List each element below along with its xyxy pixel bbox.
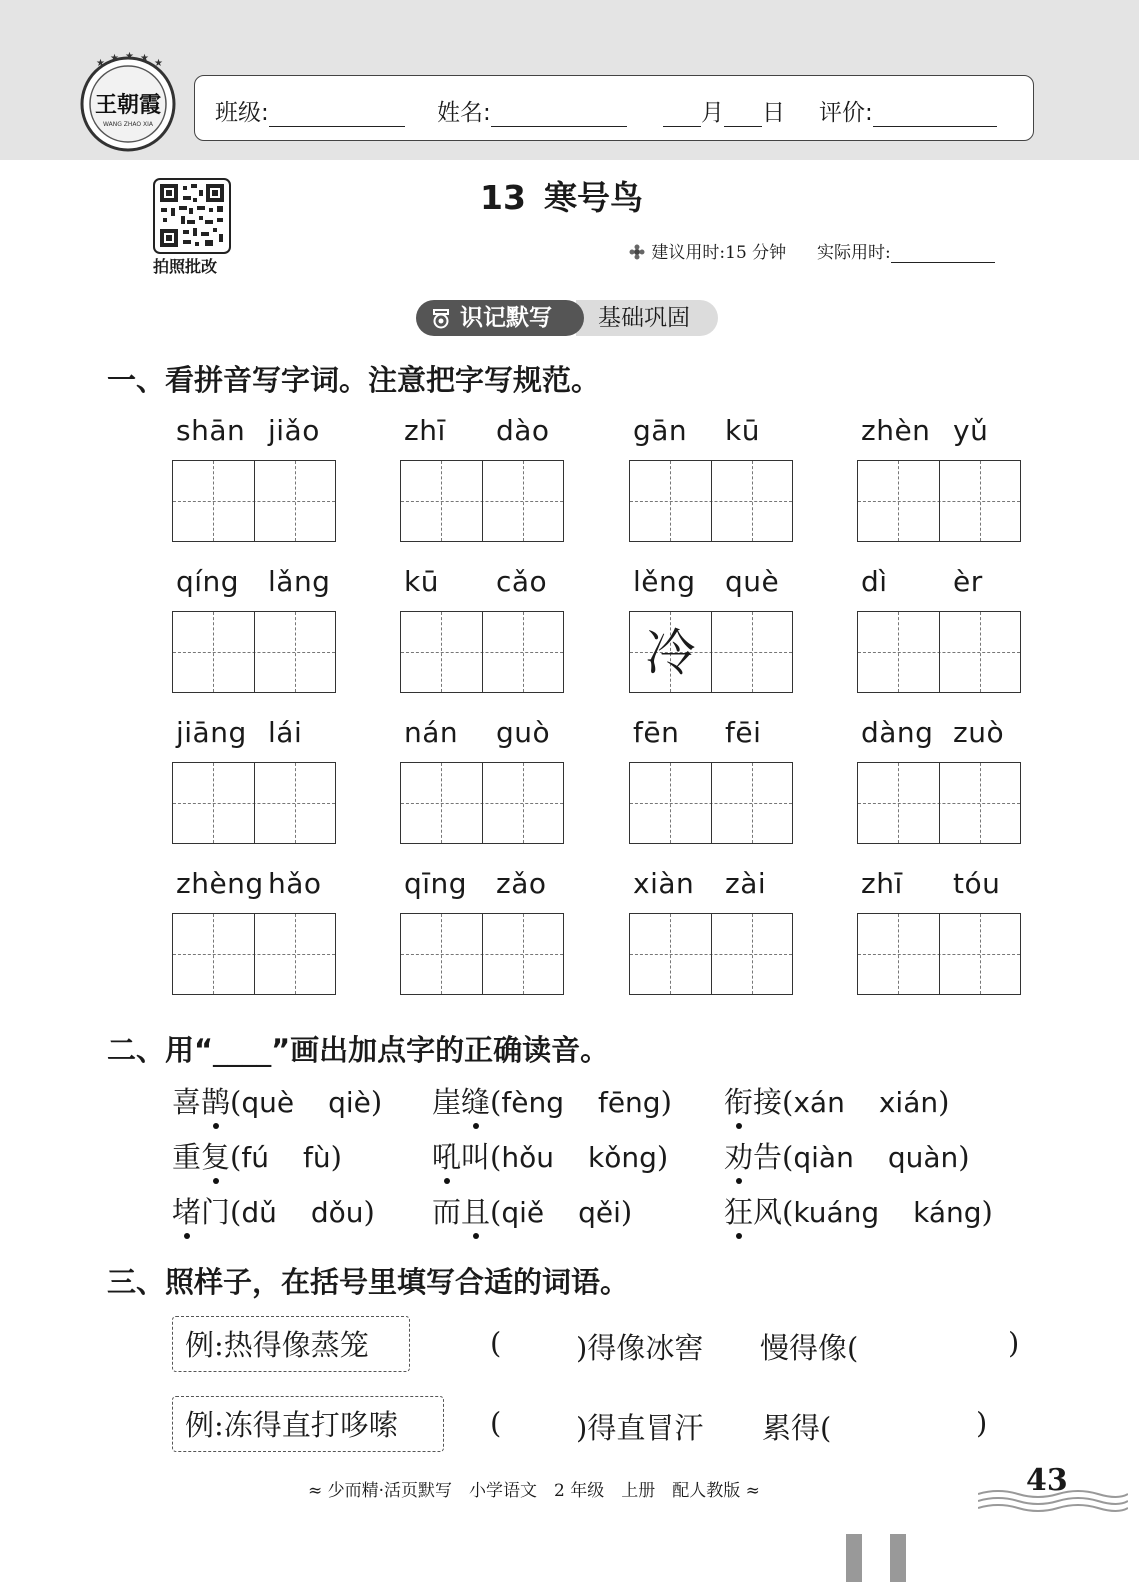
timing-line [628,238,995,263]
phrase-text: )得像冰窖 [576,1331,704,1365]
word-character: 喜 [172,1085,202,1119]
name-field[interactable] [437,94,627,127]
pinyin-syllable: lái [268,716,303,749]
pinyin-syllable: guò [496,716,551,749]
open-paren: ( [490,1326,502,1360]
medal-icon [430,309,452,329]
open-paren: ( [490,1406,502,1440]
class-label: 班级: [215,100,269,126]
section2-heading [107,1028,609,1069]
pinyin-syllable: xiàn [633,867,695,900]
word-character: 接 [753,1085,783,1119]
writing-grid[interactable] [629,913,793,995]
svg-text:★: ★ [125,52,134,62]
pinyin-syllable: gān [633,414,688,447]
pinyin-syllable: dàng [861,716,934,749]
pinyin-option[interactable]: dǒu [310,1196,364,1229]
writing-grid[interactable] [857,762,1021,844]
pinyin-option[interactable]: fēng [597,1086,661,1119]
footer-text: ≈ 少而精·活页默写 小学语文 2 年级 上册 配人教版 ≈ [308,1481,760,1501]
word-character: 风 [753,1195,783,1229]
pinyin-syllable: yǔ [953,414,989,447]
pinyin-syllable: tóu [953,867,1001,900]
example-box: 例:冻得直打哆嗦 [172,1396,444,1452]
pinyin-option[interactable]: qiě [501,1196,545,1229]
pinyin-syllable: kū [725,414,760,447]
pinyin-syllable: jiǎo [268,414,320,447]
pinyin-syllable: dì [861,565,888,598]
pinyin-option[interactable]: xán [793,1086,845,1119]
pinyin-syllable: zài [725,867,767,900]
word-character: 鹊 [201,1085,231,1119]
writing-grid[interactable] [629,460,793,542]
section2-heading-a: 二、用“ [107,1033,214,1067]
name-label: 姓名: [437,100,491,126]
phrase-text: )得直冒汗 [576,1411,704,1445]
date-field[interactable] [663,94,785,127]
writing-grid[interactable] [629,762,793,844]
page-edge-tabs [846,1534,910,1582]
reading-choice-item: 崖缝(fèng fēng) [432,1085,672,1119]
word-character: 而 [432,1195,462,1229]
pinyin-syllable: èr [953,565,983,598]
word-character: 重 [172,1140,202,1174]
pinyin-syllable: lǎng [268,565,331,598]
flower-icon [628,244,646,260]
section1-heading: 一、看拼音写字词。注意把字写规范。 [107,363,601,397]
word-character: 缝 [461,1085,491,1119]
pinyin-option[interactable]: kǒng [587,1141,657,1174]
pinyin-syllable: zhèng [176,867,264,900]
pinyin-option[interactable]: káng [913,1196,982,1229]
word-character: 衔 [724,1085,754,1119]
evaluation-field[interactable] [819,94,997,127]
month-label: 月 [701,100,724,126]
lesson-number: 13 [480,178,526,217]
writing-grid[interactable] [400,762,564,844]
eval-label: 评价: [819,100,873,126]
pinyin-option[interactable]: qiàn [793,1141,854,1174]
phrase-text: 累得( [762,1411,832,1445]
writing-grid[interactable] [400,611,564,693]
reading-choice-item: 劝告(qiàn quàn) [724,1140,970,1174]
section3-heading: 三、照样子，在括号里填写合适的词语。 [107,1265,630,1299]
pinyin-option[interactable]: xián [878,1086,939,1119]
pinyin-syllable: shān [176,414,246,447]
lesson-name: 寒号鸟 [543,178,643,217]
pinyin-syllable: fēn [633,716,680,749]
reading-choice-item: 吼叫(hǒu kǒng) [432,1140,669,1174]
pinyin-syllable: què [725,565,780,598]
word-character: 门 [201,1195,231,1229]
reading-choice-item: 堵门(dǔ dǒu) [172,1195,375,1229]
writing-grid[interactable] [172,762,336,844]
pinyin-syllable: lěng [633,565,696,598]
close-paren: ) [1008,1326,1020,1360]
pinyin-syllable: jiāng [176,716,247,749]
badge-secondary: 基础巩固 [576,300,718,336]
pinyin-syllable: dào [496,414,550,447]
pinyin-syllable: zuò [953,716,1005,749]
writing-grid[interactable] [172,611,336,693]
writing-grid[interactable] [857,913,1021,995]
reading-choice-item: 而且(qiě qěi) [432,1195,633,1229]
writing-grid[interactable] [172,460,336,542]
qr-code-icon[interactable] [153,178,231,254]
pinyin-syllable: zhèn [861,414,931,447]
reading-choice-item: 重复(fú fù) [172,1140,342,1174]
badge-primary-label: 识记默写 [460,305,552,331]
pinyin-option[interactable]: hǒu [501,1141,554,1174]
section-badge [416,300,718,336]
qr-label: 拍照批改 [153,257,218,276]
pinyin-syllable: zhī [861,867,903,900]
svg-text:WANG ZHAO XIA: WANG ZHAO XIA [103,121,153,128]
answer-blank[interactable] [504,1404,572,1444]
writing-grid[interactable] [857,611,1021,693]
svg-text:★: ★ [140,53,149,64]
pinyin-syllable: nán [404,716,459,749]
word-character: 告 [753,1140,783,1174]
reading-choice-item: 喜鹊(què qiè) [172,1085,383,1119]
section2-heading-blank: ____ [213,1033,272,1067]
word-character: 复 [201,1140,231,1174]
day-label: 日 [762,100,785,126]
pinyin-option[interactable]: qiè [328,1086,371,1119]
pinyin-option[interactable]: qěi [578,1196,621,1229]
actual-time-label: 实际用时: [816,243,891,263]
publisher-logo [78,52,178,152]
logo-text: 王朝霞 [94,92,162,118]
badge-primary [416,300,584,336]
answer-blank[interactable] [504,1324,572,1364]
word-character: 堵 [172,1195,202,1229]
word-character: 劝 [724,1140,754,1174]
pinyin-option[interactable]: fù [302,1141,331,1174]
class-field[interactable] [215,94,405,127]
word-character: 崖 [432,1085,462,1119]
pinyin-syllable: fēi [725,716,762,749]
svg-text:★: ★ [96,58,105,69]
word-character: 狂 [724,1195,754,1229]
pinyin-option[interactable]: kuáng [793,1196,880,1229]
pinyin-option[interactable]: què [241,1086,295,1119]
section2-heading-b: ”画出加点字的正确读音。 [271,1033,610,1067]
close-paren: ) [976,1406,988,1440]
svg-text:★: ★ [110,53,119,64]
pinyin-syllable: kū [404,565,439,598]
pinyin-syllable: qíng [176,565,240,598]
pinyin-syllable: cǎo [496,565,548,598]
lesson-title [480,172,643,219]
word-character: 吼 [432,1140,462,1174]
reading-choice-item: 狂风(kuáng káng) [724,1195,993,1229]
pinyin-option[interactable]: fèng [501,1086,564,1119]
page-number: 43 [1026,1463,1068,1498]
writing-grid[interactable] [857,460,1021,542]
writing-grid[interactable] [400,913,564,995]
answer-blank[interactable] [842,1404,972,1444]
writing-grid[interactable] [172,913,336,995]
actual-time-field[interactable] [891,244,995,263]
word-character: 且 [461,1195,491,1229]
writing-grid[interactable] [629,611,793,693]
filled-character: 冷 [645,624,696,682]
pinyin-syllable: zhī [404,414,446,447]
pinyin-option[interactable]: fú [241,1141,269,1174]
answer-blank[interactable] [872,1324,1004,1364]
pinyin-syllable: hǎo [268,867,322,900]
reading-choice-item: 衔接(xán xián) [724,1085,950,1119]
example-box: 例:热得像蒸笼 [172,1316,410,1372]
phrase-text: 慢得像( [760,1331,859,1365]
pinyin-syllable: qīng [404,867,468,900]
svg-text:★: ★ [154,58,163,69]
pinyin-syllable: zǎo [496,867,547,900]
writing-grid[interactable] [400,460,564,542]
student-info-box [194,75,1034,141]
word-character: 叫 [461,1140,491,1174]
suggested-time: 建议用时:15 分钟 [651,243,787,263]
pinyin-option[interactable]: dǔ [241,1196,277,1229]
pinyin-option[interactable]: quàn [887,1141,959,1174]
